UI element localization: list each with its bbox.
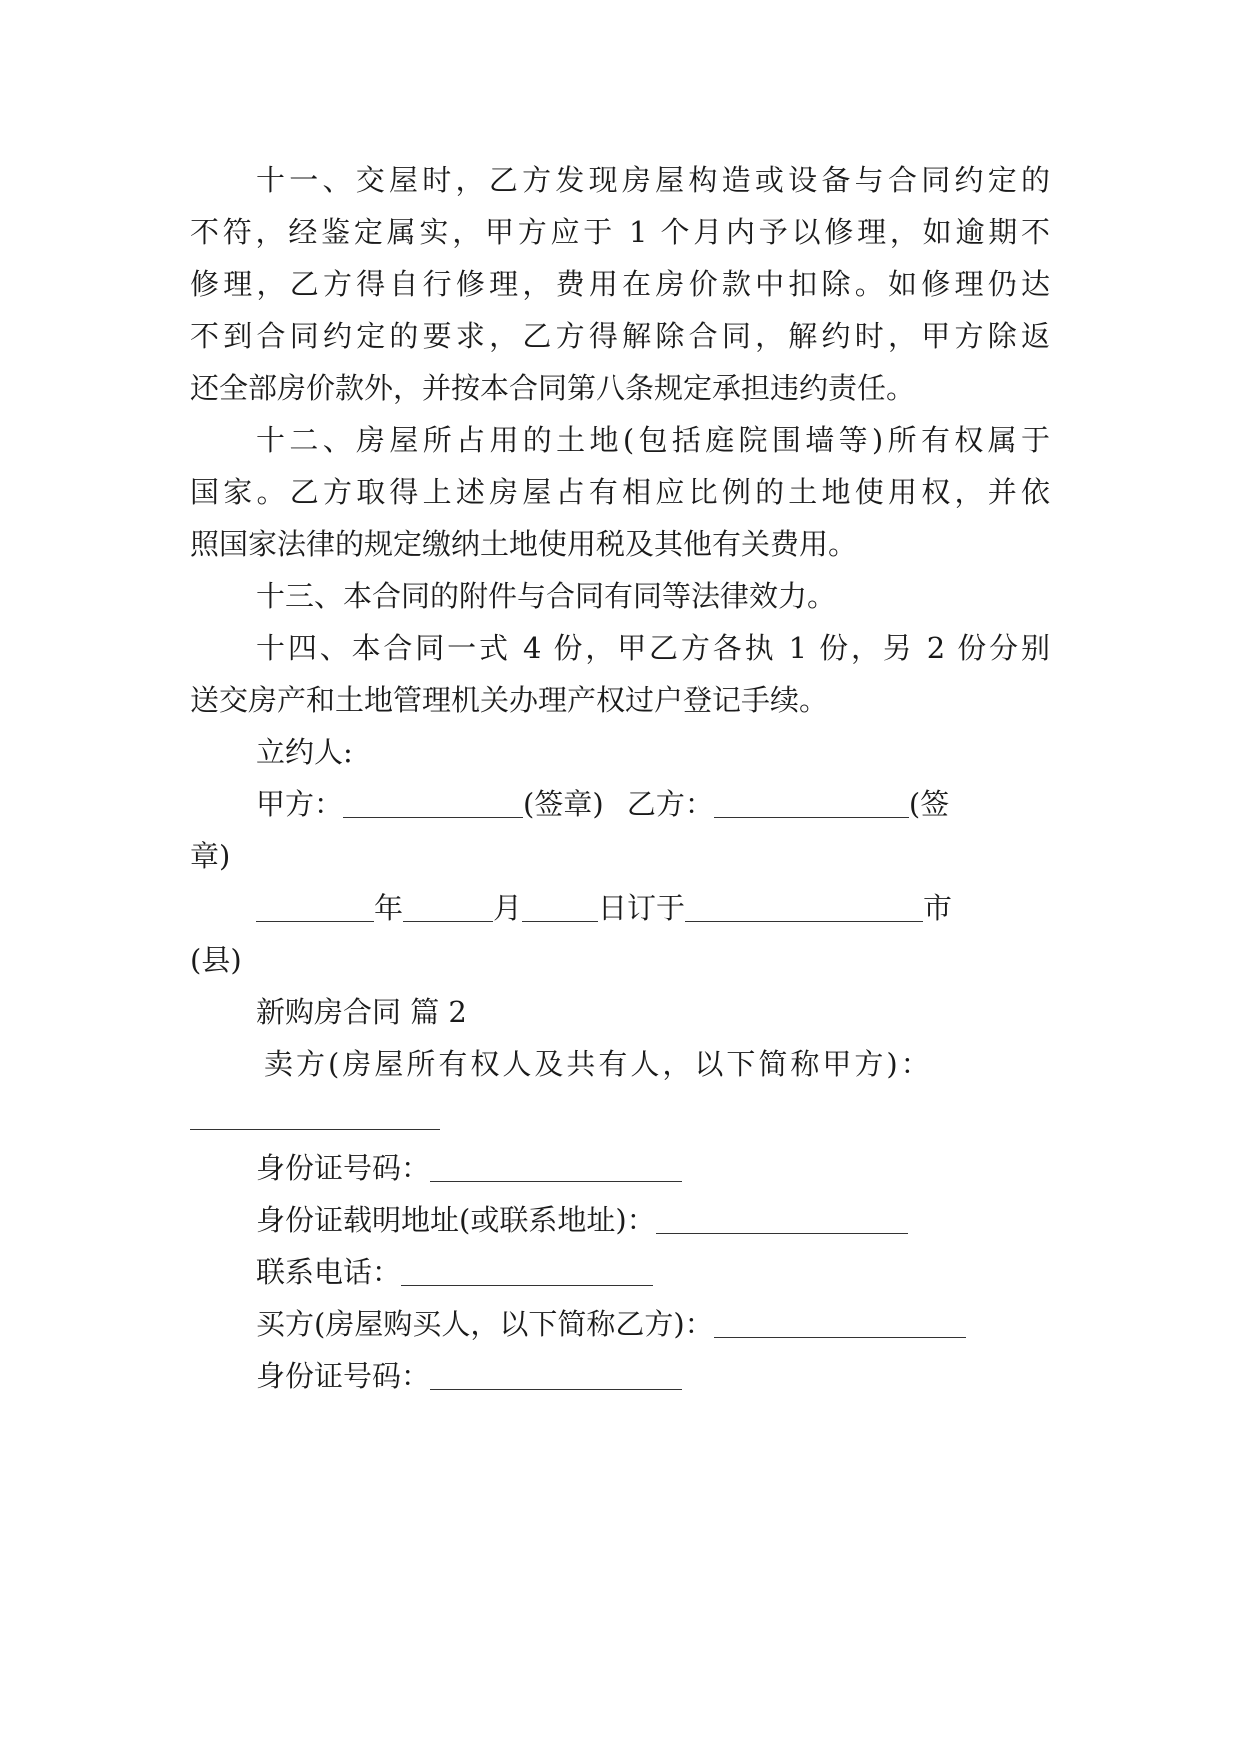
para11-line4: 不到合同约定的要求，乙方得解除合同，解约时，甲方除返 <box>190 319 1050 353</box>
buyer-name-blank <box>714 1307 966 1338</box>
day-blank <box>522 891 598 922</box>
para14-line2: 送交房产和土地管理机关办理产权过户登记手续。 <box>190 683 829 717</box>
party-a-seal: (签章) <box>523 787 604 821</box>
para13-line: 十三、本合同的附件与合同有同等法律效力。 <box>256 579 837 613</box>
seller-label: 卖方(房屋所有权人及共有人，以下简称甲方)： <box>264 1047 933 1081</box>
party-b-seal-end: 章) <box>190 839 231 873</box>
section2-title: 新购房合同 篇 2 <box>256 995 467 1029</box>
para12-line1: 十二、房屋所占用的土地(包括庭院围墙等)所有权属于 <box>256 423 1050 457</box>
city-label: 市 <box>923 891 953 925</box>
buyer-id-label: 身份证号码： <box>256 1359 431 1393</box>
month-blank <box>403 891 493 922</box>
seller-name-line <box>190 1096 1050 1136</box>
para11-line5: 还全部房价款外，并按本合同第八条规定承担违约责任。 <box>190 371 916 405</box>
county-label: (县) <box>190 943 242 977</box>
year-blank <box>256 891 374 922</box>
date-place-line <box>256 888 1050 928</box>
day-label: 日订于 <box>598 891 686 925</box>
seller-address-line <box>256 1200 1050 1240</box>
seller-phone-line <box>256 1252 1050 1292</box>
month-label: 月 <box>493 891 523 925</box>
buyer-id-line <box>256 1356 1050 1396</box>
party-signature-line <box>256 784 1050 824</box>
party-b-seal-start: (签 <box>908 787 950 821</box>
signers-label: 立约人: <box>256 735 353 769</box>
buyer-label: 买方(房屋购买人，以下简称乙方)： <box>256 1307 714 1341</box>
para11-line3: 修理，乙方得自行修理，费用在房价款中扣除。如修理仍达 <box>190 267 1050 301</box>
para14-line1: 十四、本合同一式 4 份，甲乙方各执 1 份，另 2 份分别 <box>256 631 1050 665</box>
party-a-signature-blank <box>343 787 523 818</box>
seller-id-label: 身份证号码： <box>256 1151 431 1185</box>
city-blank <box>685 891 923 922</box>
party-b-label: 乙方： <box>626 787 714 821</box>
seller-phone-label: 联系电话： <box>256 1255 402 1289</box>
para12-line2: 国家。乙方取得上述房屋占有相应比例的土地使用权，并依 <box>190 475 1050 509</box>
year-label: 年 <box>374 891 404 925</box>
seller-phone-blank <box>401 1255 653 1286</box>
buyer-id-blank <box>430 1359 682 1390</box>
seller-id-blank <box>430 1151 682 1182</box>
para11-line2: 不符，经鉴定属实，甲方应于 1 个月内予以修理，如逾期不 <box>190 215 1050 249</box>
seller-address-label: 身份证载明地址(或联系地址)： <box>256 1203 656 1237</box>
para12-line3: 照国家法律的规定缴纳土地使用税及其他有关费用。 <box>190 527 858 561</box>
seller-id-line <box>256 1148 1050 1188</box>
para11-line1: 十一、交屋时，乙方发现房屋构造或设备与合同约定的 <box>256 163 1050 197</box>
party-a-label: 甲方： <box>256 787 344 821</box>
seller-address-blank <box>656 1203 908 1234</box>
seller-name-blank <box>190 1099 440 1130</box>
party-b-signature-blank <box>714 787 909 818</box>
buyer-line <box>256 1304 1050 1344</box>
